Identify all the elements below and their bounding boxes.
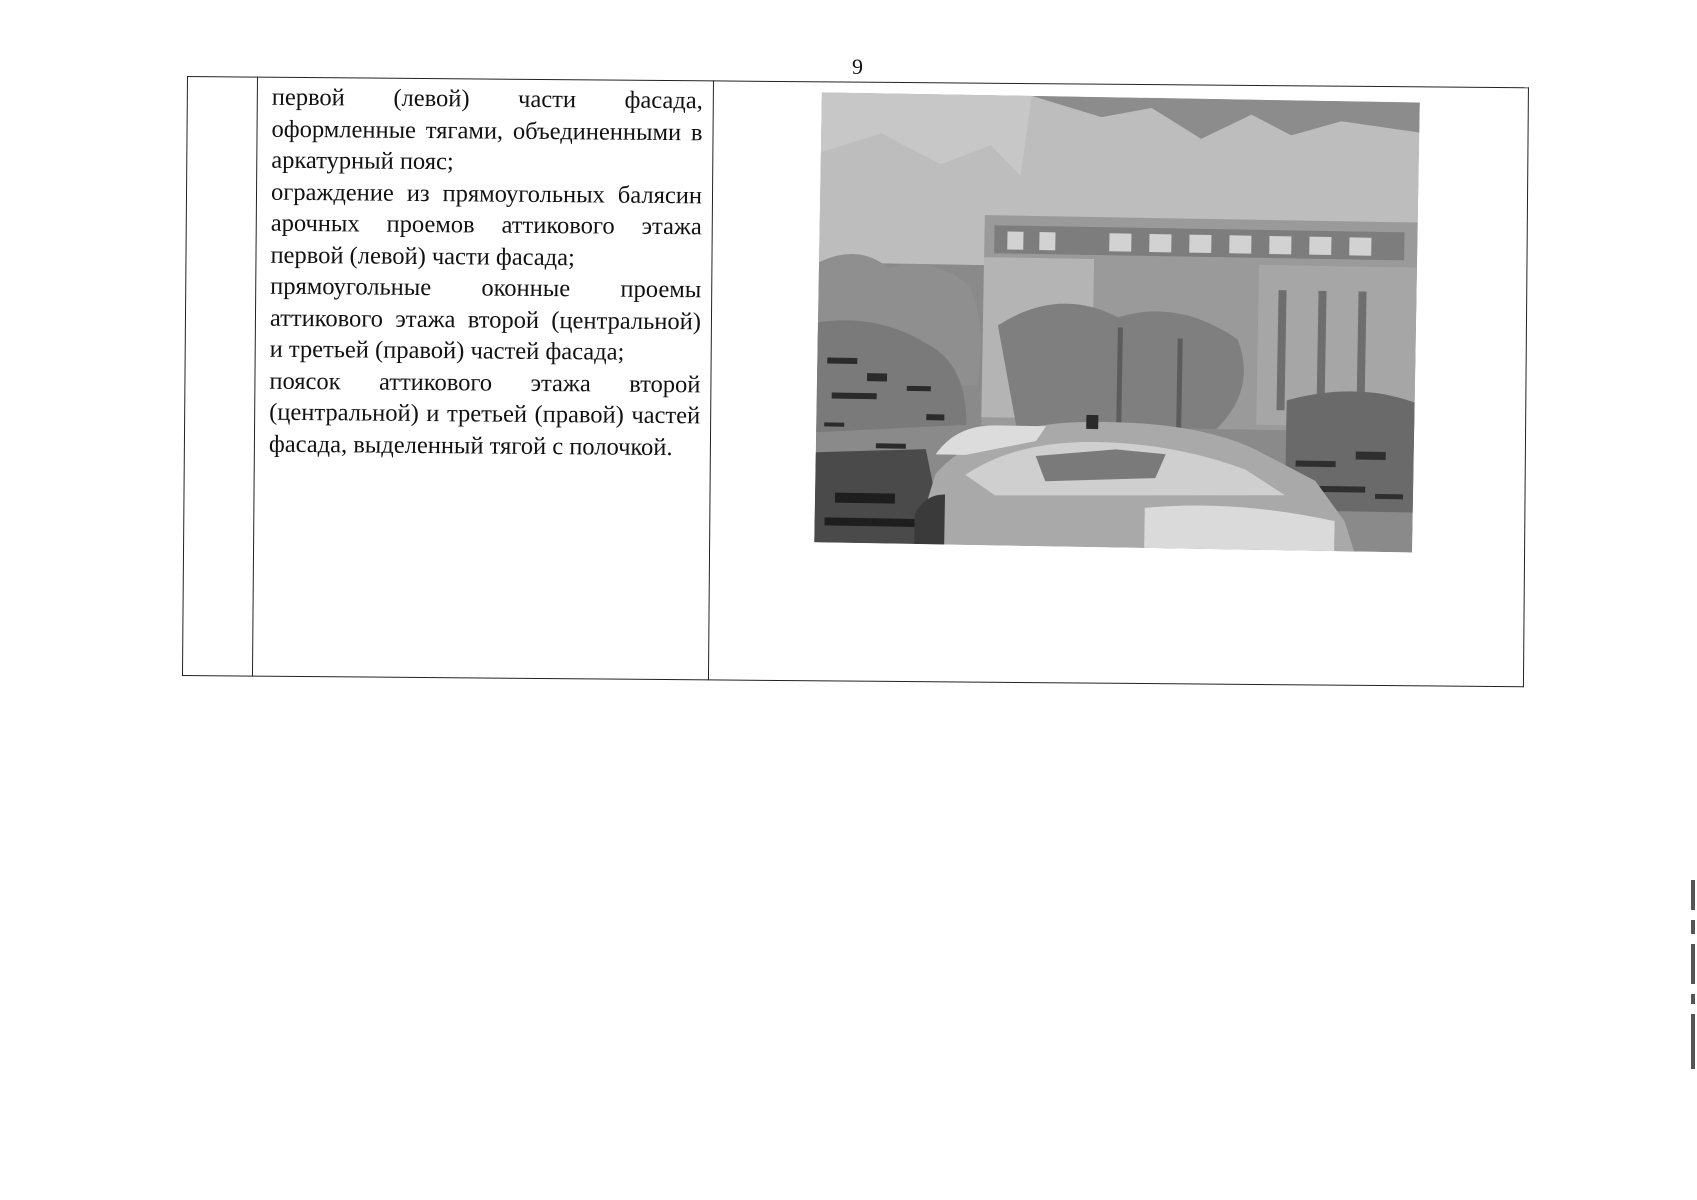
page-number: 9	[852, 54, 863, 79]
description-item: первой (левой) части фасада, оформленные тягами, объединенными в аркатурный пояс;	[271, 83, 703, 176]
table-row	[182, 77, 1528, 687]
building-facade-photo	[814, 92, 1420, 552]
photo-cell	[708, 81, 1528, 687]
number-cell	[182, 77, 257, 677]
scan-edge-marks	[1690, 870, 1697, 1110]
document-table	[182, 76, 1529, 687]
description-item: поясок аттикового этажа второй (центральной) и третьей (правой) частей фасада, выделенный тягой с полочкой.	[268, 367, 701, 461]
description-item: ограждение из прямоугольных балясин арочных проемов аттикового этажа первой (левой) части фасада;	[270, 178, 703, 271]
description-item: прямоугольные оконные проемы аттикового этажа второй (центральной) и третьей (правой) частей фасада;	[269, 272, 702, 366]
description-cell	[252, 77, 713, 680]
table	[182, 76, 1529, 687]
